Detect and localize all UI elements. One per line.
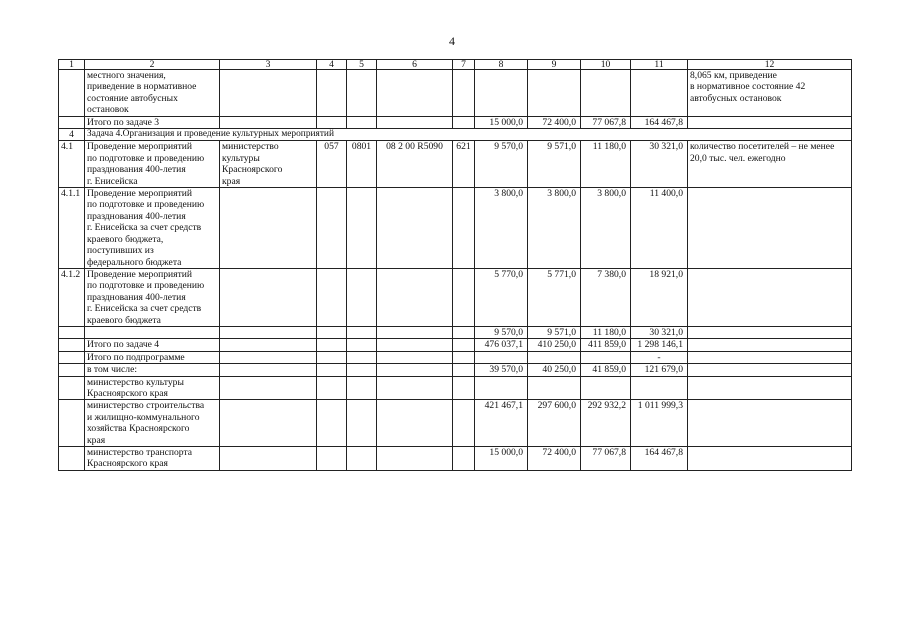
value-cell: 3 800,0 bbox=[528, 188, 581, 269]
total-subprogram-row bbox=[59, 351, 852, 363]
budget-table bbox=[58, 59, 852, 471]
task-title: Задача 4.Организация и проведение культурных мероприятий bbox=[85, 129, 852, 141]
subtotal-row bbox=[59, 326, 852, 338]
section-code: 0801 bbox=[347, 141, 377, 188]
header-cell: 5 bbox=[347, 60, 377, 70]
value-cell: 1 298 146,1 bbox=[631, 339, 688, 351]
value-cell: 411 859,0 bbox=[581, 339, 631, 351]
value-cell: 1 011 999,3 bbox=[631, 400, 688, 447]
value-cell: 77 067,8 bbox=[581, 447, 631, 471]
row-description: Проведение мероприятий по подготовке и проведению празднования 400-летия г. Енисейска за счет средств краевого бюджета, поступивших из федерального бюджета bbox=[85, 188, 220, 269]
ministry-transport-row bbox=[59, 447, 852, 471]
total-task3-row bbox=[59, 116, 852, 128]
header-cell: 2 bbox=[85, 60, 220, 70]
value-cell: 30 321,0 bbox=[631, 326, 688, 338]
header-cell: 6 bbox=[377, 60, 453, 70]
target-code: 08 2 00 R5090 bbox=[377, 141, 453, 188]
value-cell: 72 400,0 bbox=[528, 447, 581, 471]
value-cell: 3 800,0 bbox=[581, 188, 631, 269]
result-text: количество посетителей – не менее 20,0 тыс. чел. ежегодно bbox=[688, 141, 852, 188]
grbs-code: 057 bbox=[317, 141, 347, 188]
value-cell: 11 180,0 bbox=[581, 326, 631, 338]
row-label: министерство транспорта Красноярского края bbox=[85, 447, 220, 471]
result-text: 8,065 км, приведение в нормативное состояние 42 автобусных остановок bbox=[688, 70, 852, 117]
value-cell: 11 400,0 bbox=[631, 188, 688, 269]
row-number: 4.1.2 bbox=[59, 268, 85, 326]
row-label: Итого по задаче 4 bbox=[85, 339, 220, 351]
including-row bbox=[59, 364, 852, 376]
value-cell: 11 180,0 bbox=[581, 141, 631, 188]
row-4-1 bbox=[59, 141, 852, 188]
cell-text: местного значения, приведение в нормативное состояние автобусных остановок bbox=[85, 70, 220, 117]
header-cell: 11 bbox=[631, 60, 688, 70]
row-description: Проведение мероприятий по подготовке и проведению празднования 400-летия г. Енисейска за счет средств краевого бюджета bbox=[85, 268, 220, 326]
total-task4-row bbox=[59, 339, 852, 351]
row-label: в том числе: bbox=[85, 364, 220, 376]
value-cell: 30 321,0 bbox=[631, 141, 688, 188]
value-cell: 77 067,8 bbox=[581, 116, 631, 128]
value-cell: 292 932,2 bbox=[581, 400, 631, 447]
row-number: 4 bbox=[59, 129, 85, 141]
value-cell: 410 250,0 bbox=[528, 339, 581, 351]
header-row bbox=[59, 60, 852, 70]
page-number: 4 bbox=[449, 34, 455, 48]
value-cell: 5 771,0 bbox=[528, 268, 581, 326]
value-cell: 41 859,0 bbox=[581, 364, 631, 376]
row-number: 4.1.1 bbox=[59, 188, 85, 269]
value-cell: 5 770,0 bbox=[475, 268, 528, 326]
header-cell: 9 bbox=[528, 60, 581, 70]
row-label: Итого по подпрограмме bbox=[85, 351, 220, 363]
row-4-1-2 bbox=[59, 268, 852, 326]
header-cell: 10 bbox=[581, 60, 631, 70]
header-cell: 8 bbox=[475, 60, 528, 70]
value-cell: 3 800,0 bbox=[475, 188, 528, 269]
value-cell: 39 570,0 bbox=[475, 364, 528, 376]
row-4-1-1 bbox=[59, 188, 852, 269]
ministry-construction-row bbox=[59, 400, 852, 447]
value-cell: 121 679,0 bbox=[631, 364, 688, 376]
value-cell: 9 570,0 bbox=[475, 141, 528, 188]
value-cell: 9 571,0 bbox=[528, 141, 581, 188]
value-cell: 164 467,8 bbox=[631, 116, 688, 128]
value-cell: 7 380,0 bbox=[581, 268, 631, 326]
responsible-org: министерство культуры Красноярского края bbox=[220, 141, 317, 188]
value-cell: 9 571,0 bbox=[528, 326, 581, 338]
value-cell: - bbox=[631, 351, 688, 363]
continuation-row bbox=[59, 70, 852, 117]
value-cell: 9 570,0 bbox=[475, 326, 528, 338]
value-cell: 476 037,1 bbox=[475, 339, 528, 351]
row-description: Проведение мероприятий по подготовке и проведению празднования 400-летия г. Енисейска bbox=[85, 141, 220, 188]
row-number: 4.1 bbox=[59, 141, 85, 188]
header-cell: 12 bbox=[688, 60, 852, 70]
row-label: министерство культуры Красноярского края bbox=[85, 376, 220, 400]
header-cell: 7 bbox=[453, 60, 475, 70]
value-cell: 15 000,0 bbox=[475, 116, 528, 128]
expense-code: 621 bbox=[453, 141, 475, 188]
header-cell: 3 bbox=[220, 60, 317, 70]
value-cell: 40 250,0 bbox=[528, 364, 581, 376]
header-cell: 1 bbox=[59, 60, 85, 70]
task4-row bbox=[59, 129, 852, 141]
row-label: Итого по задаче 3 bbox=[85, 116, 220, 128]
value-cell: 164 467,8 bbox=[631, 447, 688, 471]
value-cell: 18 921,0 bbox=[631, 268, 688, 326]
value-cell: 15 000,0 bbox=[475, 447, 528, 471]
value-cell: 297 600,0 bbox=[528, 400, 581, 447]
ministry-culture-row bbox=[59, 376, 852, 400]
value-cell: 421 467,1 bbox=[475, 400, 528, 447]
header-cell: 4 bbox=[317, 60, 347, 70]
row-label: министерство строительства и жилищно-коммунального хозяйства Красноярского края bbox=[85, 400, 220, 447]
value-cell: 72 400,0 bbox=[528, 116, 581, 128]
